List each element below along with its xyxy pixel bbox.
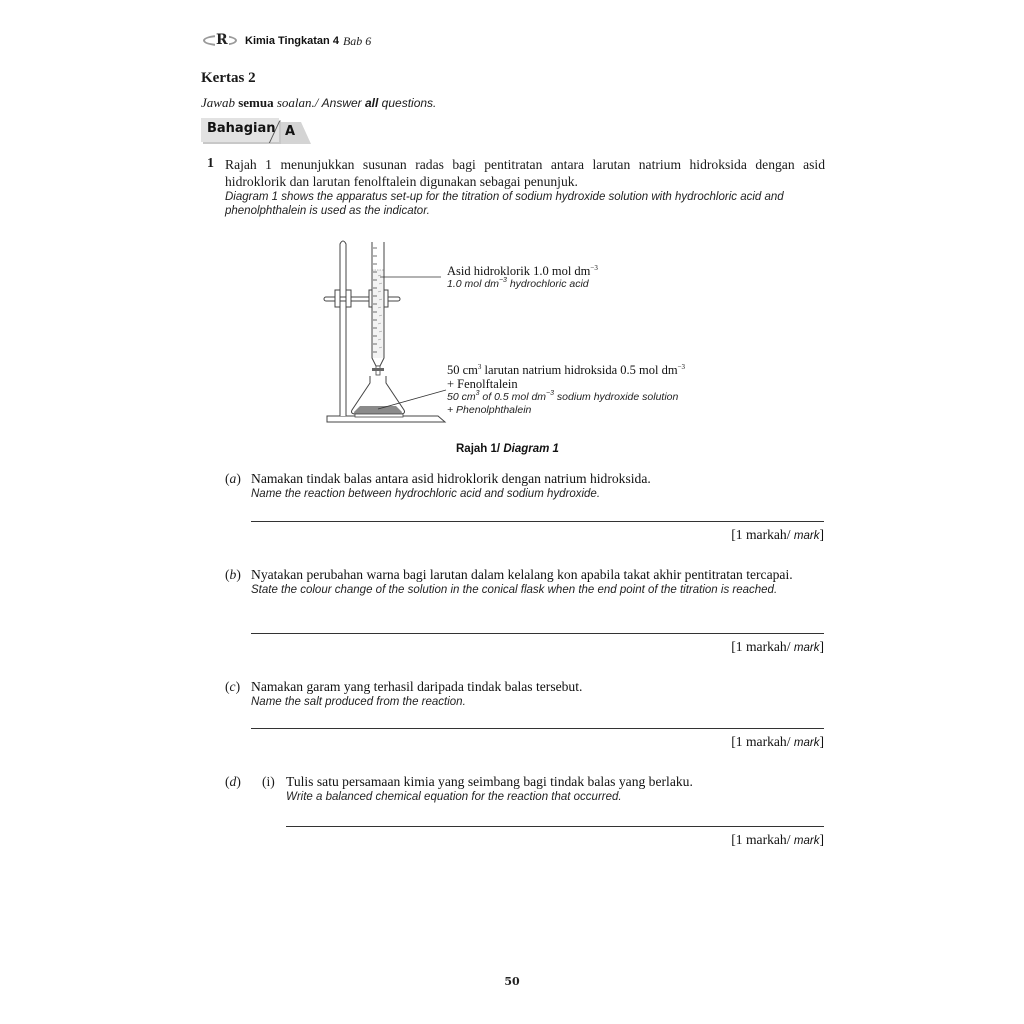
part-b-letter: (b): [225, 567, 241, 582]
section-letter: A: [285, 124, 296, 139]
base-label-en-line2: + Phenolphthalein: [447, 404, 532, 416]
acid-label-en: 1.0 mol $dm^{-3}$ hydrochloric acid: [447, 277, 589, 290]
part-a-marks: [1 markah/ mark]: [731, 527, 824, 542]
caption-en: Diagram 1: [503, 443, 559, 455]
part-c-text-en: Name the salt produced from the reaction.: [251, 696, 466, 708]
part-a-answer-line[interactable]: [251, 521, 824, 522]
part-b-text-en: State the colour change of the solution in the conical flask when the end point of the titration is reached.: [251, 584, 778, 596]
flask-solution: [354, 406, 402, 414]
instruction-ms-post: soalan./: [273, 95, 322, 110]
diagram-caption: [456, 443, 559, 455]
base-label-ms-line2: + Fenolftalein: [447, 377, 518, 391]
part-a: [251, 471, 826, 501]
clamp: [324, 290, 400, 307]
part-c-answer-line[interactable]: [251, 728, 824, 729]
part-c-marks: [1 markah/ mark]: [731, 734, 824, 749]
part-d-i-text-ms: Tulis satu persamaan kimia yang seimbang bagi tindak balas yang berlaku.: [286, 774, 693, 789]
part-d-sub-number: (i): [262, 774, 275, 789]
section-label: Bahagian: [207, 121, 276, 136]
part-b-answer-line[interactable]: [251, 633, 824, 634]
instruction-en-pre: Answer: [321, 96, 365, 110]
book-title: Kimia Tingkatan 4: [245, 35, 339, 47]
instruction-en-bold: all: [365, 96, 379, 110]
base-label-en-line1: 50 $cm^3$ of 0.5 mol $dm^{-3}$ sodium hydroxide solution: [447, 390, 679, 403]
conical-flask: [352, 376, 405, 417]
instruction-en-post: questions.: [378, 96, 437, 110]
chapter-label: Bab 6: [342, 33, 372, 48]
question-text-ms: Rajah 1 menunjukkan susunan radas bagi pentitratan antara larutan natrium hidroksida dengan asid hidroklorik dan larutan fenolftalein digunakan sebagai penunjuk.: [225, 157, 825, 189]
instruction-ms-pre: Jawab: [201, 95, 239, 110]
part-b-marks: [1 markah/ mark]: [731, 639, 824, 654]
stand-rod: [340, 241, 346, 416]
part-d-i: [286, 774, 826, 804]
tile: [355, 414, 403, 417]
base-label: [447, 363, 685, 417]
part-d-i-text-en: Write a balanced chemical equation for the reaction that occurred.: [286, 791, 622, 803]
part-b: [251, 567, 826, 597]
part-a-text-ms: Namakan tindak balas antara asid hidroklorik dengan natrium hidroksida.: [251, 471, 651, 486]
part-a-letter: (a): [225, 471, 241, 486]
part-d-letter: (d): [225, 774, 241, 789]
part-d-i-answer-line[interactable]: [286, 826, 824, 827]
part-c-letter: (c): [225, 679, 241, 694]
part-d-i-marks: [1 markah/ mark]: [731, 832, 824, 847]
part-c-text-ms: Namakan garam yang terhasil daripada tindak balas tersebut.: [251, 679, 583, 694]
burette: [372, 242, 384, 375]
publisher-logo-icon: R: [201, 34, 239, 48]
part-b-text-ms: Nyatakan perubahan warna bagi larutan dalam kelalang kon apabila takat akhir pentitratan tercapai.: [251, 567, 793, 582]
paper-title: Kertas 2: [201, 70, 256, 86]
page-number: 50: [504, 975, 520, 988]
acid-label-ms: Asid hidroklorik 1.0 mol $dm^{-3}$: [447, 264, 598, 278]
acid-label: [447, 264, 598, 291]
caption-ms: Rajah 1/: [456, 443, 504, 455]
instruction-ms-bold: semua: [238, 95, 274, 110]
part-c: [251, 679, 826, 709]
base-label-ms-line1: 50 $cm^3$ larutan natrium hidroksida 0.5 mol $dm^{-3}$: [447, 363, 686, 377]
question-number: 1: [207, 156, 214, 171]
question-text-en: Diagram 1 shows the apparatus set-up for the titration of sodium hydroxide solution with hydrochloric acid and phenolphthalein is used as the indicator.: [225, 191, 784, 217]
part-a-text-en: Name the reaction between hydrochloric acid and sodium hydroxide.: [251, 488, 601, 500]
